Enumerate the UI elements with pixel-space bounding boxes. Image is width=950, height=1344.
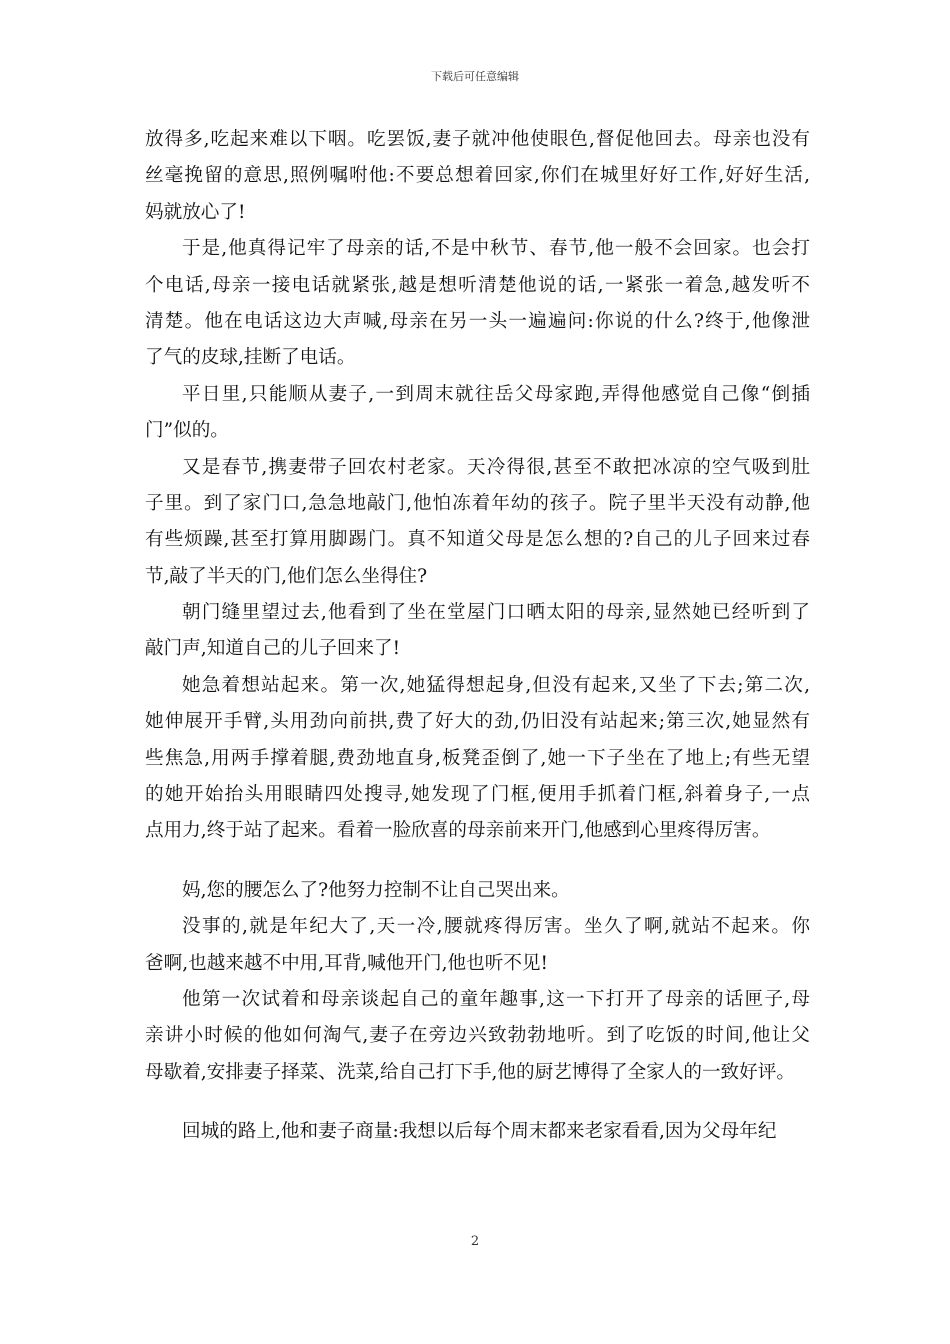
text-line: 平日里,只能顺从妻子,一到周末就往岳父母家跑,弄得他感觉自己像“倒插: [182, 383, 810, 405]
paragraph: [145, 377, 810, 450]
page-number: 2: [470, 1234, 480, 1249]
text-line: 门”似的。: [145, 420, 229, 442]
paragraph: [145, 909, 810, 982]
text-line: 他第一次试着和母亲谈起自己的童年趣事,这一下打开了母亲的话匣子,母: [182, 988, 810, 1010]
text-line: 有些烦躁,甚至打算用脚踢门。真不知道父母是怎么想的?自己的儿子回来过春: [145, 529, 810, 551]
document-body: [145, 122, 810, 1151]
text-line: 丝毫挽留的意思,照例嘱咐他:不要总想着回家,你们在城里好好工作,好好生活,: [145, 165, 810, 187]
text-line: 点用力,终于站了起来。看着一脸欣喜的母亲前来开门,他感到心里疼得厉害。: [145, 820, 771, 842]
text-line: 没事的,就是年纪大了,天一冷,腰就疼得厉害。坐久了啊,就站不起来。你: [182, 916, 810, 938]
paragraph: [145, 122, 810, 231]
paragraph: [145, 668, 810, 850]
text-line: 些焦急,用两手撑着腿,费劲地直身,板凳歪倒了,她一下子坐在了地上;有些无望: [145, 747, 810, 769]
text-line: 又是春节,携妻带子回农村老家。天冷得很,甚至不敢把冰凉的空气吸到肚: [182, 456, 810, 478]
text-line: 的她开始抬头用眼睛四处搜寻,她发现了门框,便用手抓着门框,斜着身子,一点: [145, 784, 810, 806]
paragraph: [145, 231, 810, 377]
text-line: 妈就放心了!: [145, 201, 246, 223]
text-line: 回城的路上,他和妻子商量:我想以后每个周末都来老家看看,因为父母年纪: [182, 1121, 777, 1143]
text-line: 母歇着,安排妻子择菜、洗菜,给自己打下手,他的厨艺博得了全家人的一致好评。: [145, 1061, 795, 1083]
text-line: 子里。到了家门口,急急地敲门,他怕冻着年幼的孩子。院子里半天没有动静,他: [145, 492, 810, 514]
text-line: 于是,他真得记牢了母亲的话,不是中秋节、春节,他一般不会回家。也会打: [182, 238, 810, 260]
text-line: 个电话,母亲一接电话就紧张,越是想听清楚他说的话,一紧张一着急,越发听不: [145, 274, 810, 296]
text-line: 清楚。他在电话这边大声喊,母亲在另一头一遍遍问:你说的什么?终于,他像泄: [145, 310, 810, 332]
paragraph: [145, 982, 810, 1091]
text-line: 放得多,吃起来难以下咽。吃罢饭,妻子就冲他使眼色,督促他回去。母亲也没有: [145, 129, 810, 150]
text-line: 敲门声,知道自己的儿子回来了!: [145, 638, 401, 660]
paragraph: [145, 873, 810, 909]
text-line: 妈,您的腰怎么了?他努力控制不让自己哭出来。: [182, 879, 570, 901]
text-line: 亲讲小时候的他如何淘气,妻子在旁边兴致勃勃地听。到了吃饭的时间,他让父: [145, 1025, 810, 1047]
text-line: 爸啊,也越来越不中用,耳背,喊他开门,他也听不见!: [145, 952, 548, 974]
text-line: 她急着想站起来。第一次,她猛得想起身,但没有起来,又坐了下去;第二次,: [182, 674, 810, 696]
page-header: 下载后可任意编辑: [431, 70, 519, 83]
paragraph: [145, 595, 810, 668]
text-line: 节,敲了半天的门,他们怎么坐得住?: [145, 565, 428, 587]
text-line: 了气的皮球,挂断了电话。: [145, 347, 356, 369]
paragraph: [145, 1114, 810, 1150]
paragraph: [145, 450, 810, 596]
text-line: 她伸展开手臂,头用劲向前拱,费了好大的劲,仍旧没有站起来;第三次,她显然有: [145, 711, 810, 733]
text-line: 朝门缝里望过去,他看到了坐在堂屋门口晒太阳的母亲,显然她已经听到了: [182, 602, 810, 624]
